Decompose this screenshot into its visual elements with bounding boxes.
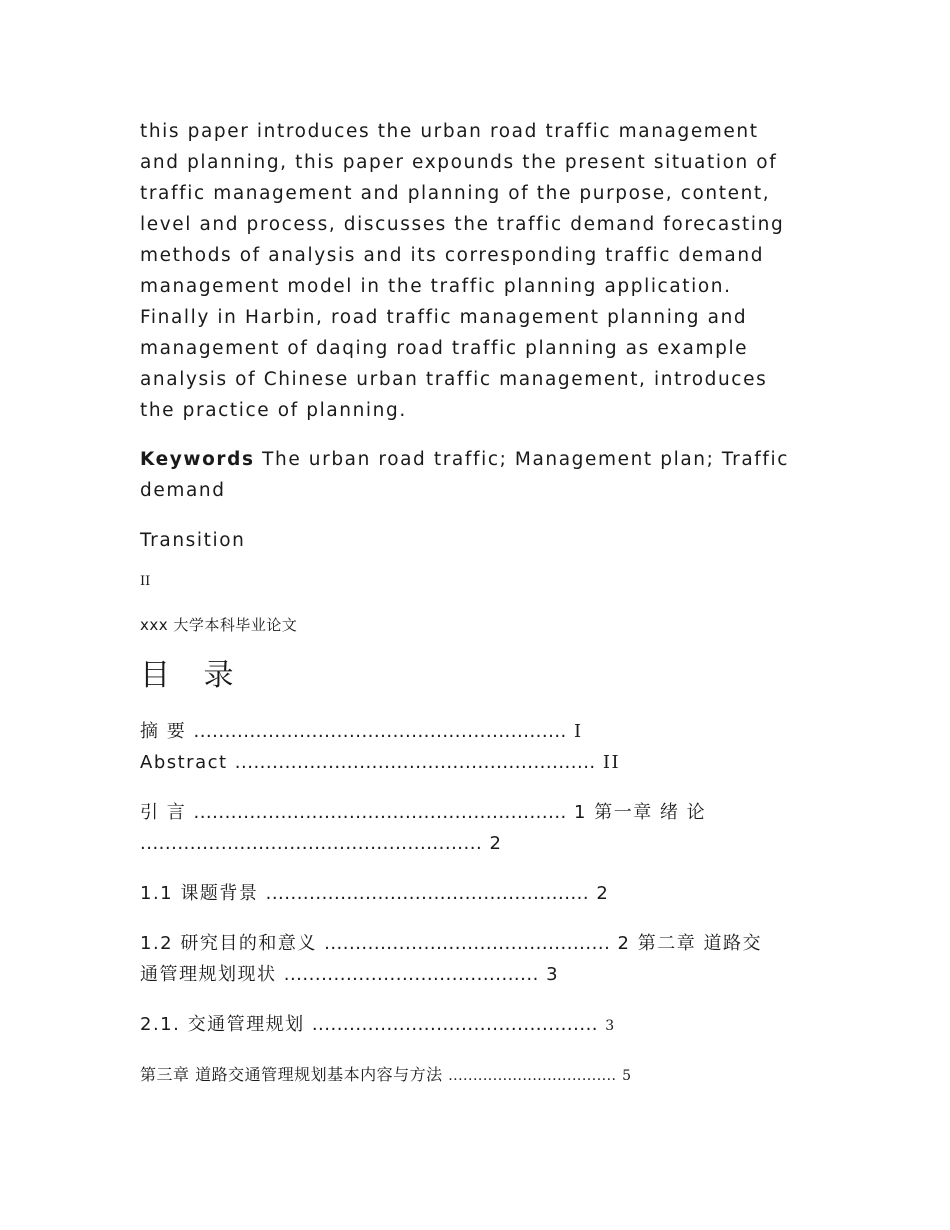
document-page [140, 116, 820, 1090]
toc-label: 1.1 课题背景 [140, 883, 259, 904]
abstract-line: management of daqing road traffic planning as example [140, 338, 749, 359]
toc-leader: .............................................. [324, 933, 611, 954]
toc-label: Abstract [140, 752, 228, 773]
toc-page: 3 [546, 964, 560, 985]
transition-text: Transition [140, 530, 246, 551]
toc-entry-2-1[interactable] [140, 1009, 820, 1042]
toc-page: 2 [617, 933, 631, 954]
toc-page: 1 [574, 802, 587, 823]
toc-entry-chapter3[interactable] [140, 1061, 820, 1090]
toc-leader: .................................. [448, 1068, 617, 1084]
page-number: II [140, 574, 151, 589]
keywords-label: Keywords [140, 449, 255, 470]
toc-page: 3 [605, 1018, 616, 1034]
toc-leader: ............................................................ [193, 721, 567, 742]
toc-entry-1-1[interactable] [140, 878, 820, 909]
toc-title: 目 录 [140, 658, 246, 693]
toc-page: 2 [596, 883, 610, 904]
running-header: xxx 大学本科毕业论文 [140, 616, 298, 634]
toc-label: 1.2 研究目的和意义 [140, 933, 317, 954]
toc-page: 5 [622, 1068, 632, 1084]
abstract-line: and planning, this paper expounds the present situation of [140, 152, 778, 173]
toc-entry-abstract-cn[interactable] [140, 716, 820, 747]
toc-page: I [574, 721, 583, 742]
toc-entry-chapter1[interactable] [140, 828, 820, 859]
toc-label: 引 言 [140, 802, 187, 823]
toc-page: II [602, 752, 621, 773]
abstract-line: methods of analysis and its corresponding traffic demand [140, 245, 765, 266]
abstract-paragraph [140, 116, 820, 426]
toc-page: 2 [489, 833, 503, 854]
abstract-line: management model in the traffic planning application. [140, 276, 732, 297]
table-of-contents [140, 716, 820, 1090]
toc-leader: ............................................................ [193, 802, 567, 823]
toc-entry-abstract-en[interactable] [140, 747, 820, 778]
toc-label: 2.1. 交通管理规划 [140, 1014, 305, 1035]
toc-leader: .......................................................... [234, 752, 596, 773]
toc-entry-introduction[interactable] [140, 797, 820, 828]
keywords-paragraph [140, 444, 820, 506]
toc-leader: .............................................. [311, 1014, 599, 1035]
toc-label: 第一章 绪 论 [594, 802, 707, 823]
abstract-line: this paper introduces the urban road traffic management [140, 121, 759, 142]
abstract-line: Finally in Harbin, road traffic management planning and [140, 307, 748, 328]
toc-label: 第三章 道路交通管理规划基本内容与方法 [140, 1065, 443, 1084]
toc-label: 摘 要 [140, 721, 187, 742]
abstract-line: traffic management and planning of the purpose, content, [140, 183, 771, 204]
abstract-line: analysis of Chinese urban traffic management, introduces [140, 369, 768, 390]
toc-label: 通管理规划现状 [140, 964, 277, 985]
toc-label: 第二章 道路交 [637, 933, 762, 954]
toc-leader: .................................................... [265, 883, 590, 904]
toc-entry-1-2[interactable] [140, 928, 820, 959]
abstract-line: the practice of planning. [140, 400, 407, 421]
toc-entry-chapter2[interactable] [140, 959, 820, 990]
keywords-text: The urban road traffic; Management plan; Traffic demand [140, 449, 789, 501]
toc-leader: ......................................... [283, 964, 539, 985]
abstract-line: level and process, discusses the traffic demand forecasting [140, 214, 785, 235]
toc-leader: ....................................................... [140, 833, 483, 854]
